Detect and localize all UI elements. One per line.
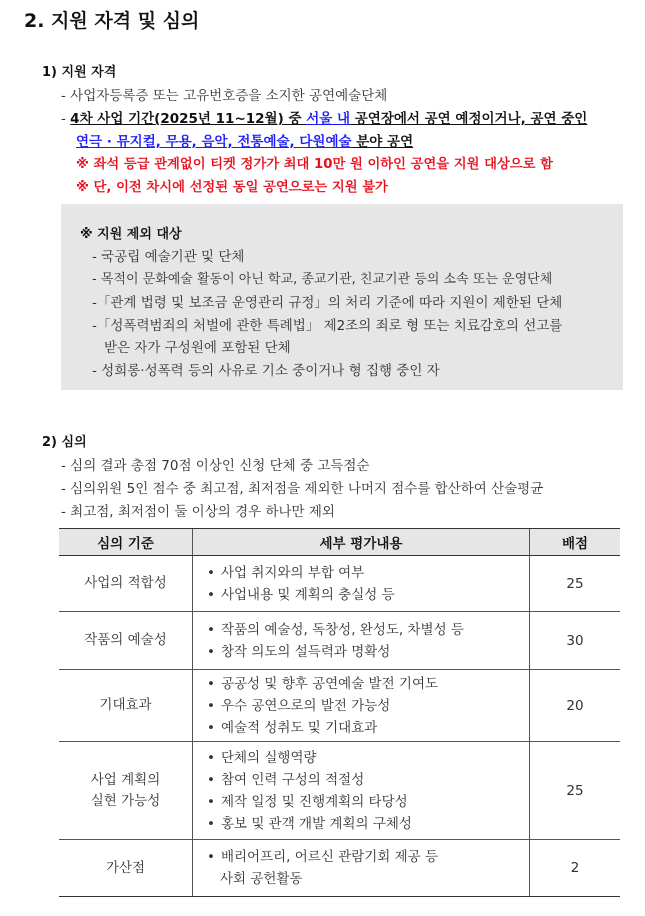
table-row	[59, 840, 620, 897]
detail-item-cont: 사회 공헌활동	[220, 871, 303, 887]
details-cell	[193, 840, 530, 897]
eligibility-title: 1) 지원 자격	[42, 65, 117, 80]
review-line: - 심의 결과 총점 70점 이상인 신청 단체 중 고득점순	[61, 458, 370, 474]
table-row	[59, 670, 620, 742]
eligibility-region: 서울 내	[306, 111, 351, 127]
detail-item	[207, 641, 528, 663]
score-cell: 25	[530, 742, 621, 840]
detail-text: 우수 공연으로의 발전 가능성	[220, 697, 391, 714]
eligibility-line-3	[76, 130, 413, 150]
exclusion-item: - 국공립 예술기관 및 단체	[92, 249, 245, 265]
criteria-name: 사업 계획의	[90, 771, 161, 788]
criteria-name: 기대효과	[99, 697, 152, 713]
table-row	[59, 556, 620, 612]
criteria-name-cont: 실현 가능성	[90, 792, 161, 809]
score-cell: 20	[530, 670, 621, 742]
exclusion-item: - 성희롱·성폭력 등의 사유로 기소 중이거나 형 집행 중인 자	[92, 363, 440, 379]
detail-item	[207, 619, 528, 641]
detail-text: 홍보 및 관객 개발 계획의 구체성	[220, 815, 412, 832]
criteria-name: 가산점	[105, 859, 146, 876]
detail-item	[207, 673, 528, 695]
score-cell: 2	[530, 840, 621, 897]
review-line: - 최고점, 최저점이 둘 이상의 경우 하나만 제외	[61, 504, 335, 520]
eligibility-genres-suffix: 분야 공연	[351, 134, 414, 150]
criteria-cell	[59, 670, 193, 742]
note-ticket-price: ※ 좌석 등급 관계없이 티켓 정가가 최대 10만 원 이하인 공연을 지원 대상으로 함	[76, 157, 553, 172]
section-heading: 2. 지원 자격 및 심의	[24, 10, 200, 32]
eligibility-line-1: - 사업자등록증 또는 고유번호증을 소지한 공연예술단체	[61, 88, 388, 104]
exclusion-item-cont: 받은 자가 구성원에 포함된 단체	[104, 340, 291, 356]
details-cell	[193, 670, 530, 742]
detail-item	[207, 813, 528, 835]
eligibility-line-2-prefix: -	[61, 111, 71, 127]
criteria-table	[59, 528, 620, 897]
detail-text: 사업 취지와의 부합 여부	[220, 564, 365, 581]
header-criteria: 심의 기준	[59, 529, 193, 556]
score-cell: 25	[530, 556, 621, 612]
exclusions-title: ※ 지원 제외 대상	[80, 227, 182, 242]
criteria-cell	[59, 742, 193, 840]
review-title: 2) 심의	[42, 435, 87, 450]
criteria-name: 사업의 적합성	[84, 575, 167, 591]
detail-text: 제작 일정 및 진행계획의 타당성	[220, 793, 408, 810]
detail-item	[207, 584, 528, 606]
criteria-cell	[59, 556, 193, 612]
detail-item	[207, 717, 528, 739]
exclusion-item: -「관계 법령 및 보조금 운영관리 규정」의 처리 기준에 따라 지원이 제한된 단체	[92, 295, 563, 311]
table-header-row	[59, 529, 620, 556]
header-details: 세부 평가내용	[193, 529, 530, 556]
detail-text: 단체의 실행역량	[220, 749, 317, 766]
detail-text: 참여 인력 구성의 적절성	[220, 771, 365, 788]
detail-item	[207, 769, 528, 791]
eligibility-line-2	[61, 107, 587, 127]
score-cell: 30	[530, 612, 621, 670]
exclusion-item: - 목적이 문화예술 활동이 아닌 학교, 종교기관, 친교기관 등의 소속 또는 운영단체	[92, 272, 553, 287]
detail-text: 작품의 예술성, 독창성, 완성도, 차별성 등	[220, 621, 464, 638]
review-line: - 심의위원 5인 점수 중 최고점, 최저점을 제외한 나머지 점수를 합산하여 산술평균	[61, 481, 544, 497]
header-score: 배점	[530, 529, 621, 556]
criteria-cell	[59, 840, 193, 897]
detail-item	[207, 562, 528, 584]
eligibility-venue: 공연장에서 공연 예정이거나, 공연 중인	[350, 111, 588, 127]
detail-item	[207, 846, 528, 868]
detail-text: 창작 의도의 설득력과 명확성	[220, 643, 391, 660]
detail-item	[207, 695, 528, 717]
details-cell	[193, 556, 530, 612]
note-duplicate: ※ 단, 이전 차시에 선정된 동일 공연으로는 지원 불가	[76, 180, 388, 195]
details-cell	[193, 612, 530, 670]
detail-text: 사업내용 및 계획의 충실성 등	[220, 586, 395, 603]
detail-text: 배리어프리, 어르신 관람기회 제공 등	[220, 849, 439, 865]
eligibility-period: 4차 사업 기간(2025년 11~12월) 중	[70, 111, 307, 127]
detail-text: 공공성 및 향후 공연예술 발전 기여도	[220, 675, 439, 692]
detail-item	[207, 747, 528, 769]
criteria-name: 작품의 예술성	[84, 632, 167, 648]
exclusion-item: -「성폭력범죄의 처벌에 관한 특례법」 제2조의 죄로 형 또는 치료감호의 선고를	[92, 318, 563, 334]
criteria-cell	[59, 612, 193, 670]
table-row	[59, 742, 620, 840]
table-row	[59, 612, 620, 670]
eligibility-genres: 연극 · 뮤지컬, 무용, 음악, 전통예술, 다원예술	[76, 134, 352, 150]
detail-item	[207, 791, 528, 813]
details-cell	[193, 742, 530, 840]
detail-text: 예술적 성취도 및 기대효과	[220, 719, 378, 736]
